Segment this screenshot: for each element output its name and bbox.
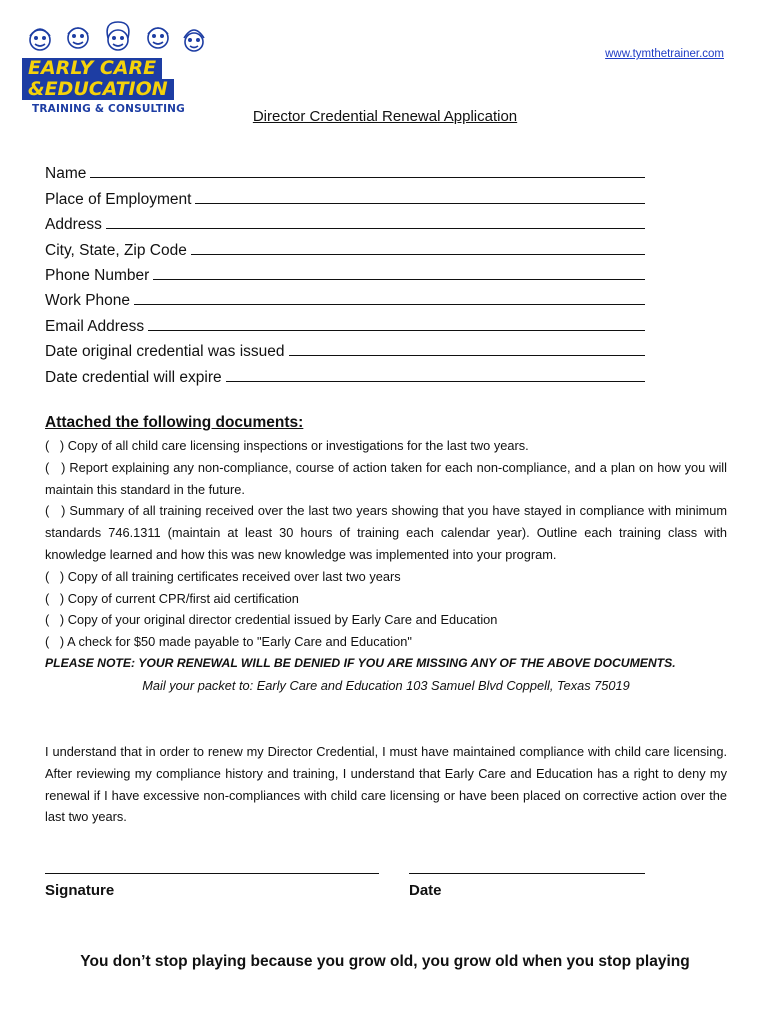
blank-line[interactable] [153,279,645,280]
checkbox[interactable]: ( ) [45,459,66,475]
field-place-of-employment[interactable] [45,183,645,208]
date-line[interactable] [409,873,645,874]
blank-line[interactable] [148,330,645,331]
document-item [45,500,727,565]
checkbox[interactable]: ( ) [45,438,65,453]
field-label: Name [45,165,87,183]
motto-quote: You don’t stop playing because you grow old, you grow old when you stop playing [80,953,690,970]
company-logo [22,16,210,116]
logo-line-education: &EDUCATION [22,79,174,100]
document-item-text: Copy of all training certificates received over last two years [67,568,401,584]
logo-line-early-care: EARLY CARE [22,58,162,79]
blank-line[interactable] [289,355,645,356]
document-item [45,588,727,610]
checkbox[interactable]: ( ) [45,503,66,519]
document-item-text: A check for $50 made payable to "Early Care and Education" [67,634,412,650]
field-label: City, State, Zip Code [45,241,187,259]
signature-label: Signature [45,882,115,899]
checkbox[interactable]: ( ) [45,634,65,650]
page-title: Director Credential Renewal Application [252,108,518,125]
logo-line-training: TRAINING & CONSULTING [32,103,185,115]
blank-line[interactable] [90,177,645,178]
blank-line[interactable] [106,228,645,229]
field-address[interactable] [45,209,645,234]
documents-heading: Attached the following documents: [45,414,304,431]
field-label: Work Phone [45,292,131,310]
website-link[interactable]: www.tymthetrainer.com [605,48,724,60]
denial-notice: PLEASE NOTE: YOUR RENEWAL WILL BE DENIED IF YOU ARE MISSING ANY OF THE ABOVE DOCUMENTS. [45,655,676,670]
blank-line[interactable] [191,254,645,255]
documents-section [45,412,727,697]
applicant-fields [45,158,645,387]
field-label: Address [45,216,102,234]
document-item-text: Copy of current CPR/first aid certification [67,590,299,606]
field-label: Date credential will expire [45,368,222,386]
document-item [45,457,727,501]
document-item [45,631,727,653]
document-item-text: Summary of all training received over the last two years showing that you have stayed in compliance with minimum standards 746.1311 (maintain at least 30 hours of training each calendar year). Outline each training class with knowledge learned and how this was new knowledge was implemented into your program. [45,503,727,562]
field-phone-number[interactable] [45,260,645,285]
field-date-expire[interactable] [45,361,645,386]
document-item-text: Report explaining any non-compliance, course of action taken for each non-compliance, and a plan on how you will maintain this standard in the future. [45,459,727,497]
field-date-original-issued[interactable] [45,336,645,361]
acknowledgement-paragraph: I understand that in order to renew my Director Credential, I must have maintained compliance with child care licensing. After reviewing my compliance history and training, I understand that Early Care and Education has a right to deny my renewal if I have excessive non-compliances with child care licensing or have been placed on corrective action over the last two years. [45,744,727,825]
field-label: Date original credential was issued [45,343,285,361]
field-label: Place of Employment [45,190,192,208]
field-name[interactable] [45,158,645,183]
children-faces-icon [22,16,210,60]
blank-line[interactable] [226,381,645,382]
field-city-state-zip[interactable] [45,234,645,259]
signature-line[interactable] [45,873,379,874]
field-label: Email Address [45,317,145,335]
blank-line[interactable] [195,203,645,204]
checkbox[interactable]: ( ) [45,568,65,584]
field-work-phone[interactable] [45,285,645,310]
document-item [45,435,727,457]
document-item [45,609,727,631]
mailing-address: Mail your packet to: Early Care and Education 103 Samuel Blvd Coppell, Texas 75019 [142,677,630,693]
document-item [45,566,727,588]
checkbox[interactable]: ( ) [45,590,65,606]
field-email-address[interactable] [45,310,645,335]
document-item-text: Copy of all child care licensing inspections or investigations for the last two years. [67,438,529,453]
date-label: Date [409,882,442,899]
blank-line[interactable] [134,304,645,305]
checkbox[interactable]: ( ) [45,612,65,628]
field-label: Phone Number [45,266,150,284]
document-item-text: Copy of your original director credential issued by Early Care and Education [67,612,498,628]
